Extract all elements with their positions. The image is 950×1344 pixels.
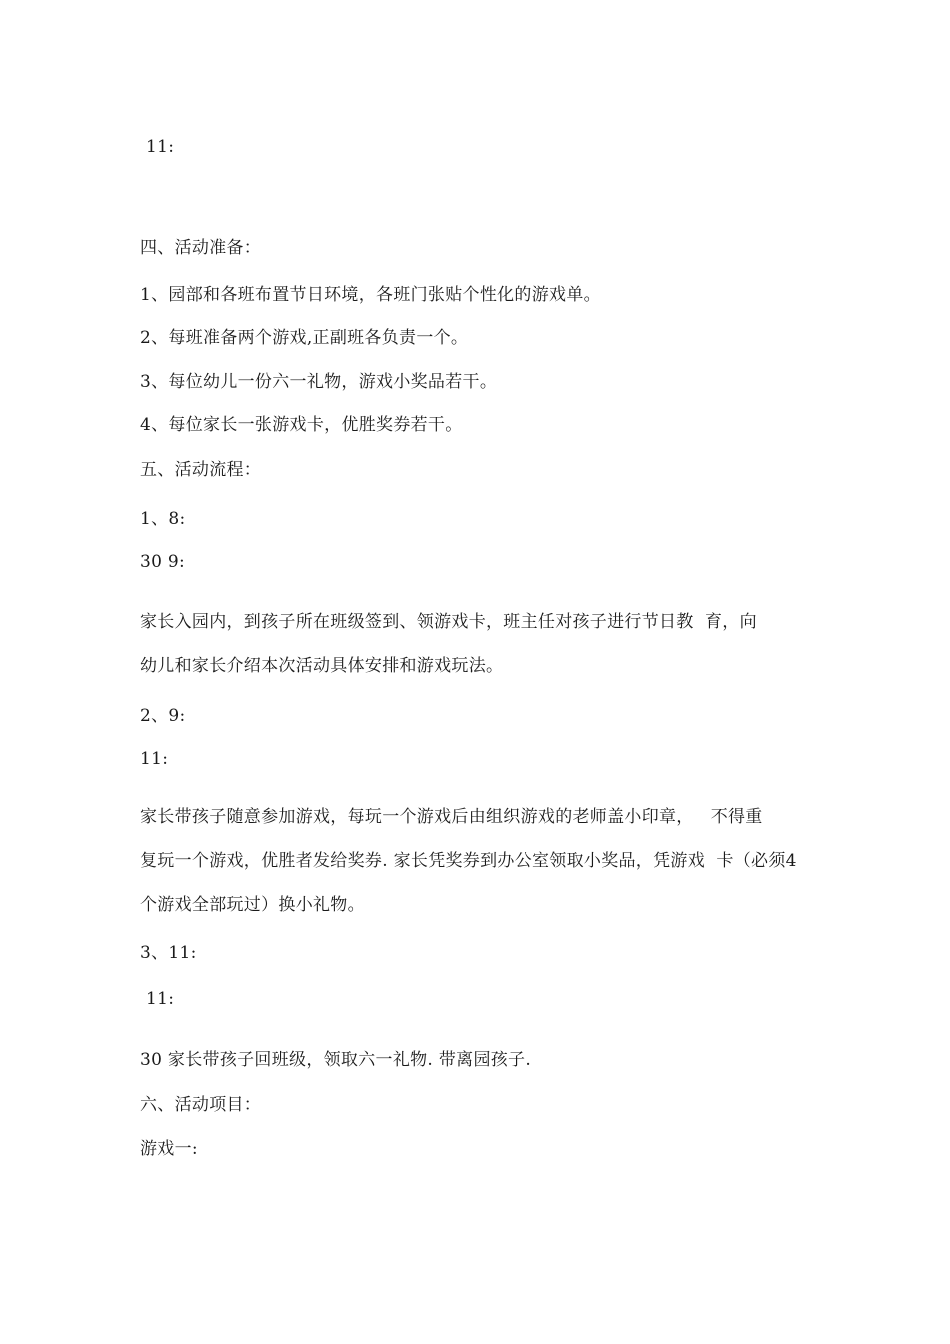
paragraph-line: 家长带孩子随意参加游戏，每玩一个游戏后由组织游戏的老师盖小印章， 不得重 (140, 807, 763, 827)
section-heading-preparation: 四、活动准备： (140, 238, 262, 258)
section-heading-activities: 六、活动项目： (140, 1095, 262, 1115)
paragraph-line: 幼儿和家长介绍本次活动具体安排和游戏玩法。 (140, 656, 504, 676)
paragraph-line: 复玩一个游戏，优胜者发给奖券. 家长凭奖券到办公室领取小奖品，凭游戏 卡（必须4 (140, 851, 797, 871)
flow-step-3-time-end: 11: (146, 989, 175, 1009)
list-item-preparation-4: 4、每位家长一张游戏卡，优胜奖券若干。 (140, 415, 463, 435)
flow-step-2-time-end: 11: (140, 749, 169, 769)
list-item-preparation-2: 2、每班准备两个游戏,正副班各负责一个。 (140, 328, 469, 348)
paragraph-line: 家长入园内，到孩子所在班级签到、领游戏卡，班主任对孩子进行节日教 育，向 (140, 612, 757, 632)
activity-game-1: 游戏一: (140, 1139, 198, 1159)
flow-step-2-time-start: 2、9: (140, 706, 186, 726)
flow-step-3-time-start: 3、11: (140, 943, 197, 963)
flow-step-3-description: 30 家长带孩子回班级，领取六一礼物. 带离园孩子. (140, 1050, 532, 1070)
time-label: 11: (146, 137, 175, 157)
flow-step-1-description (140, 600, 830, 688)
flow-step-1-time-start: 1、8: (140, 509, 186, 529)
list-item-preparation-1: 1、园部和各班布置节日环境，各班门张贴个性化的游戏单。 (140, 285, 601, 305)
flow-step-1-time-end: 30 9: (140, 552, 186, 572)
paragraph-line: 个游戏全部玩过）换小礼物。 (140, 895, 365, 915)
flow-step-2-description (140, 795, 830, 927)
section-heading-process: 五、活动流程： (140, 460, 262, 480)
list-item-preparation-3: 3、每位幼儿一份六一礼物，游戏小奖品若干。 (140, 372, 498, 392)
